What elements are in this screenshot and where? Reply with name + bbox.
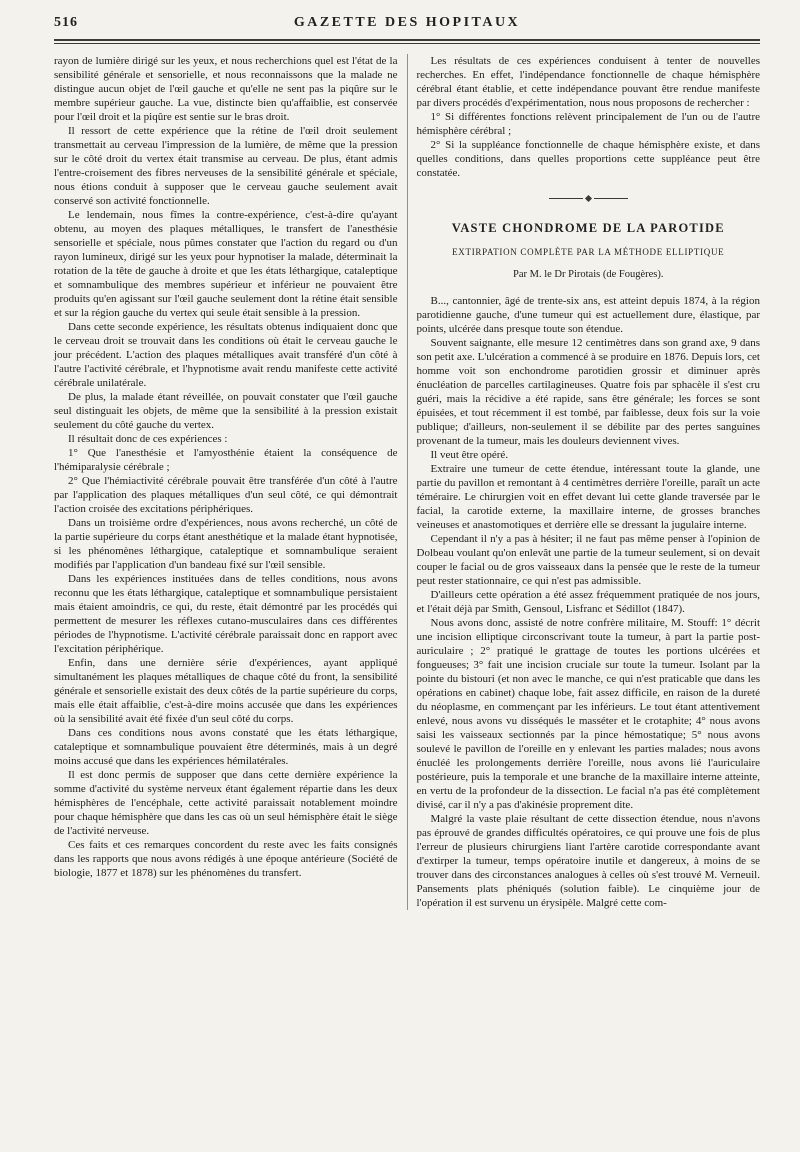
article-title: VASTE CHONDROME DE LA PAROTIDE (451, 221, 725, 235)
article-byline: Par M. le Dr Pirotais (de Fougères). (513, 269, 664, 280)
paragraph: Ces faits et ces remarques concordent du reste avec les faits consignés dans les rapports que nous avons rédigés à une époque antérieure (Société de biologie, 1877 et 1878) sur les phénomènes du transfert. (54, 839, 398, 879)
page-number: 516 (54, 15, 78, 30)
paragraph: Enfin, dans une dernière série d'expériences, ayant appliqué simultanément les plaques métalliques de chaque côté du front, la sensibilité générale et sensorielle existait des deux côtés de la partie supérieure du corps, mais elle était affaiblie, c'est-à-dire moins accusée que dans les expériences où la sensibilité avait été fixée d'un seul côté du corps. (54, 657, 398, 725)
two-column-layout (54, 54, 760, 910)
left-column (54, 54, 398, 910)
paragraph: Souvent saignante, elle mesure 12 centimètres dans son grand axe, 9 dans son petit axe. L'ulcération a commencé à se produire en 1876. Depuis lors, cet homme voit son enchondrome parotidien grossir et diminuer après énucléation de parcelles cartilagineuses. Quatre fois par sphacèle il s'est cru guéri, mais la récidive a été rapide, sans être générale; les forces se sont épuisées, et tout récemment il est tombé, par faiblesse, deux fois sur la voie publique; d'ailleurs, non-seulement il se débilite par des pertes sanguines provenant de la tumeur, mais les douleurs deviennent vives. (416, 337, 760, 447)
paragraph: Dans ces conditions nous avons constaté que les états léthargique, cataleptique et somnambulique pouvaient être déterminés, mais à un degré moins accusé que dans les expériences hémilatérales. (54, 727, 398, 767)
paragraph: 1° Si différentes fonctions relèvent principalement de l'un ou de l'autre hémisphère cérébral ; (416, 111, 760, 137)
paragraph: 1° Que l'anesthésie et l'amyosthénie étaient la conséquence de l'hémiparalysie cérébrale ; (54, 447, 398, 473)
paragraph: 2° Que l'hémiactivité cérébrale pouvait être transférée d'un côté à l'autre par l'application des plaques métalliques d'un seul côté, ce qui démontrait l'action croisée des excitations périphériques. (54, 475, 398, 515)
article-body (417, 294, 761, 910)
separator-line-icon (594, 198, 628, 199)
intro-section (417, 54, 761, 180)
paragraph: D'ailleurs cette opération a été assez fréquemment pratiquée de nos jours, et l'était déjà par Smith, Gensoul, Lisfranc et Sédillot (1847). (416, 589, 760, 615)
journal-title: GAZETTE DES HOPITAUX (293, 15, 521, 30)
header-rule (54, 39, 760, 44)
paragraph: 2° Si la suppléance fonctionnelle de chaque hémisphère existe, et dans quelles conditions, dans quelles proportions cette suppléance peut être constatée. (416, 139, 760, 179)
paragraph: De plus, la malade étant réveillée, on pouvait constater que l'œil gauche seul distinguait les objets, de même que la sensibilité à la pression existait seulement du côté gauche du vertex. (54, 391, 398, 431)
paragraph: Il ressort de cette expérience que la rétine de l'œil droit seulement transmettait au cerveau l'impression de la lumière, de même que la pression sur le côté droit du vertex était transmise au cerveau. De plus, étant admis l'entre-croisement des fibres nerveuses de la sensibilité générale et spéciale, nous étions conduit à supposer que le cerveau gauche seulement avait conservé son activité fonctionnelle. (54, 125, 398, 207)
paragraph: Il veut être opéré. (430, 449, 509, 461)
paragraph: Dans cette seconde expérience, les résultats obtenus indiquaient donc que le cerveau droit se trouvait dans les conditions où était le cerveau gauche le jour précédent. L'action des plaques métalliques avait transféré d'un côté à l'autre l'activité cérébrale, et l'hypnotisme avait rendu manifeste cette activité cérébrale unilatérale. (54, 321, 398, 389)
paragraph: Les résultats de ces expériences conduisent à tenter de nouvelles recherches. En effet, l'indépendance fonctionnelle de chaque hémisphère cérébral étant établie, et cette indépendance pouvant être rendue manifeste par divers procédés d'expérimentation, nous nous proposons de rechercher : (416, 55, 760, 109)
paragraph: Il résultait donc de ces expériences : (68, 433, 228, 445)
separator-line-icon (549, 198, 583, 199)
paragraph: rayon de lumière dirigé sur les yeux, et nous recherchions quel est l'état de la sensibilité générale et sensorielle, et nous reconnaissons que la malade ne distingue aucun objet de l'œil gauche et qu'elle ne sent pas la piqûre sur le membre supérieur gauche. La vue, distincte bien qu'affaiblie, est conservée pour l'œil droit et la piqûre est sentie sur le bras droit. (54, 55, 398, 123)
paragraph: Dans les expériences instituées dans de telles conditions, nous avons reconnu que les états léthargique, cataleptique et somnambulique persistaient mais étaient amoindris, ce qui, du reste, était démontré par les procédés qui permettent de mesurer les réflexes cutano-musculaires dans ces différentes périodes de l'hypnotisme. L'activité cérébrale paraissait donc en rapport avec l'excitation périphérique. (54, 573, 398, 655)
separator-diamond-icon (585, 195, 592, 202)
right-column (417, 54, 761, 910)
paragraph: Extraire une tumeur de cette étendue, intéressant toute la glande, une partie du pavillon et remontant à 4 centimètres derrière l'oreille, paraît un acte téméraire. Le chirurgien voit en effet devant lui cette glande traversée par le facial, la carotide externe, la maxillaire interne, de grosses branches veineuses et anastomotiques et derrière elle se dressant la jugulaire interne. (416, 463, 760, 531)
paragraph: Le lendemain, nous fîmes la contre-expérience, c'est-à-dire qu'ayant obtenu, au moyen des plaques métalliques, le transfert de l'anesthésie sensorielle et spéciale, nous pûmes constater que l'action du regard ou d'un rayon lumineux, dirigé sur les yeux pour hypnotiser la malade, déterminait la rotation de la tête de gauche à droite et que les états léthargique, cataleptique et somnambulique des membres supérieur et inférieur ne pouvaient être produits qu'en agissant sur l'œil gauche seulement dont la rétine était sensible et sur la région gauche du vertex qui seule était sensible à la pression. (54, 209, 398, 319)
column-divider (407, 54, 408, 910)
page-header (54, 12, 760, 36)
paragraph: Dans un troisième ordre d'expériences, nous avons recherché, un côté de la partie supérieure du corps étant anesthétique et la malade étant hypnotisée, si les phénomènes léthargique, cataleptique et somnambulique seraient modifiés par l'application d'un bandeau fixé sur l'œil sensible. (54, 517, 398, 571)
paragraph: B..., cantonnier, âgé de trente-six ans, est atteint depuis 1874, à la région parotidienne gauche, d'une tumeur qui est actuellement dure, élastique, par points, ulcérée dans presque toute son étendue. (416, 295, 760, 335)
paragraph: Nous avons donc, assisté de notre confrère militaire, M. Stouff: 1° décrit une incision elliptique circonscrivant toute la tumeur, à part la partie post-auriculaire ; 2° pratiqué le grattage de toutes les portions ulcérées et fongueuses; 3° fait une incision cruciale sur toute la tumeur. Isolant par la pointe du bistouri (et non avec le manche, ce qui n'est praticable que dans les opérations en cabinet) chaque lobe, fait assez difficile, en raison de la dureté du néoplasme, en commençant par les inférieurs. Le tout étant attentivement enlevé, nous avons vu disséqués le masséter et le crotaphite; 4° nous avons saisi les vaisseaux sectionnés par la pince hémostatique; 5° nous avons soulevé le pavillon de l'oreille en y enlevant les parties malades; nous avons énucléé les prolongements derrière l'oreille, nous avons lié l'auriculaire postérieure, puis la temporale et une branche de la maxillaire interne atteinte, en vertu de la profondeur de la dissection. Le facial n'a pas été complètement divisé, car il n'y a pas d'akinésie proprement dite. (416, 617, 760, 811)
paragraph: Malgré la vaste plaie résultant de cette dissection étendue, nous n'avons pas éprouvé de grandes difficultés opératoires, ce qui prouve une fois de plus l'erreur de plusieurs chirurgiens liant l'artère carotide correspondante avant d'extirper la tumeur, temps opératoire inutile et dangereux, à moins de se trouver dans des circonstances analogues à celles où s'est trouvé M. Verneuil. Pansements plats phéniqués (solution faible). Le cinquième jour de l'opération il est survenu un érysipèle. Malgré cette com- (416, 813, 760, 909)
paragraph: Cependant il n'y a pas à hésiter; il ne faut pas même penser à l'opinion de Dolbeau voulant qu'on enlevât une partie de la tumeur seulement, si on devait couper le facial ou de gros vaisseaux dans la pensée que le reste de la tumeur peut rester stationnaire, ce qui n'est pas admissible. (416, 533, 760, 587)
section-separator (417, 196, 761, 201)
paragraph: Il est donc permis de supposer que dans cette dernière expérience la somme d'activité du système nerveux étant également répartie dans les deux hémisphères de l'encéphale, cette activité paraissait notablement moindre pour chaque hémisphère que dans les cas où un seul hémisphère était le siège de l'activité nerveuse. (54, 769, 398, 837)
article-subtitle: EXTIRPATION COMPLÈTE PAR LA MÉTHODE ELLIPTIQUE (452, 247, 725, 257)
